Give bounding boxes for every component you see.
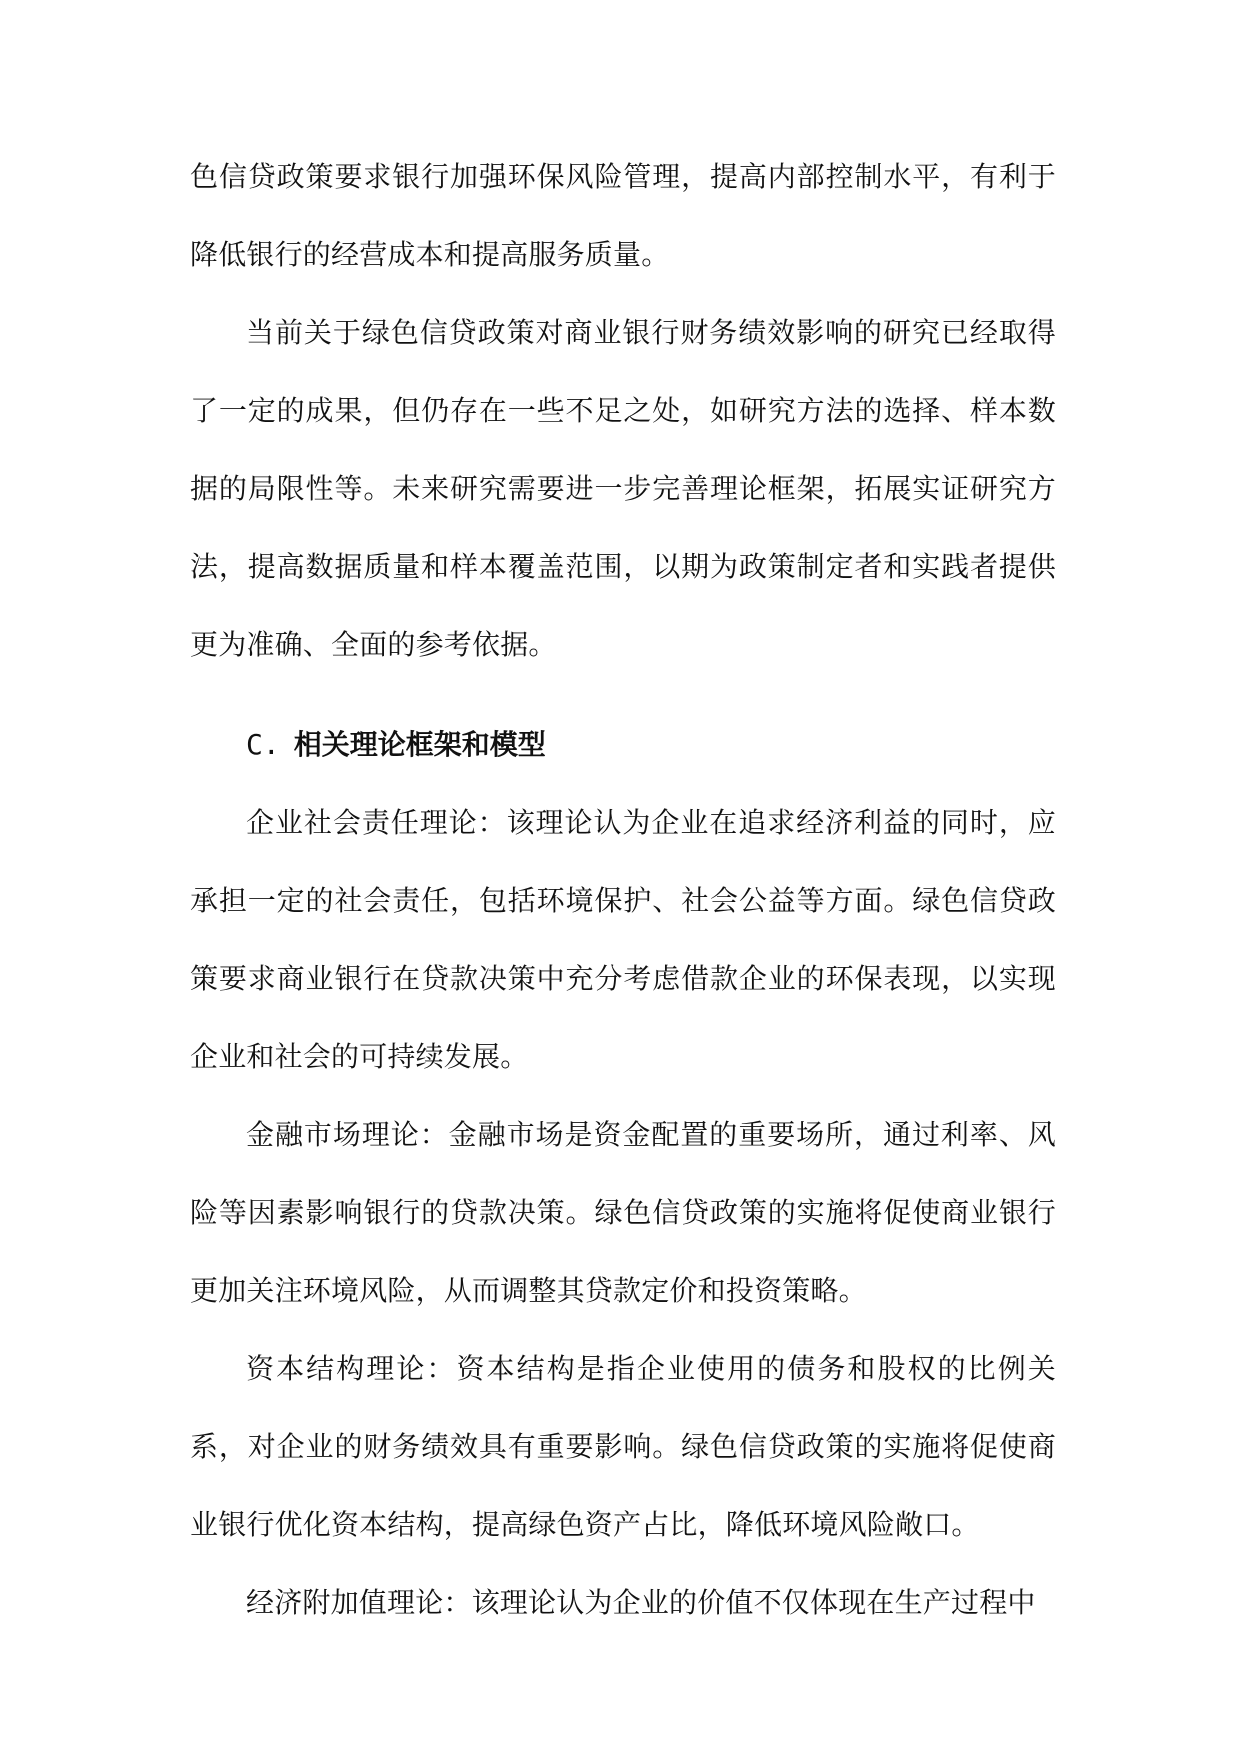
paragraph-csr-theory: 企业社会责任理论：该理论认为企业在追求经济利益的同时，应承担一定的社会责任，包括环境保护、社会公益等方面。绿色信贷政策要求商业银行在贷款决策中充分考虑借款企业的环保表现，以实现企业和社会的可持续发展。 [190,806,1056,1073]
paragraph-capital-structure-theory: 资本结构理论：资本结构是指企业使用的债务和股权的比例关系，对企业的财务绩效具有重要影响。绿色信贷政策的实施将促使商业银行优化资本结构，提高绿色资产占比，降低环境风险敞口。 [190,1352,1056,1541]
paragraph-financial-market-theory: 金融市场理论：金融市场是资金配置的重要场所，通过利率、风险等因素影响银行的贷款决策。绿色信贷政策的实施将促使商业银行更加关注环境风险，从而调整其贷款定价和投资策略。 [190,1118,1056,1307]
document-page [190,138,1056,1642]
section-label: C. [246,728,280,761]
paragraph-research-status: 当前关于绿色信贷政策对商业银行财务绩效影响的研究已经取得了一定的成果，但仍存在一些不足之处，如研究方法的选择、样本数据的局限性等。未来研究需要进一步完善理论框架，拓展实证研究方法，提高数据质量和样本覆盖范围，以期为政策制定者和实践者提供更为准确、全面的参考依据。 [190,316,1056,661]
section-spacer [190,684,1056,706]
paragraph-eva-theory: 经济附加值理论：该理论认为企业的价值不仅体现在生产过程中 [246,1586,1036,1619]
section-title-text: 相关理论框架和模型 [293,728,546,761]
section-heading [190,706,1056,784]
paragraph-continuation: 色信贷政策要求银行加强环保风险管理，提高内部控制水平，有利于降低银行的经营成本和提高服务质量。 [190,160,1056,271]
